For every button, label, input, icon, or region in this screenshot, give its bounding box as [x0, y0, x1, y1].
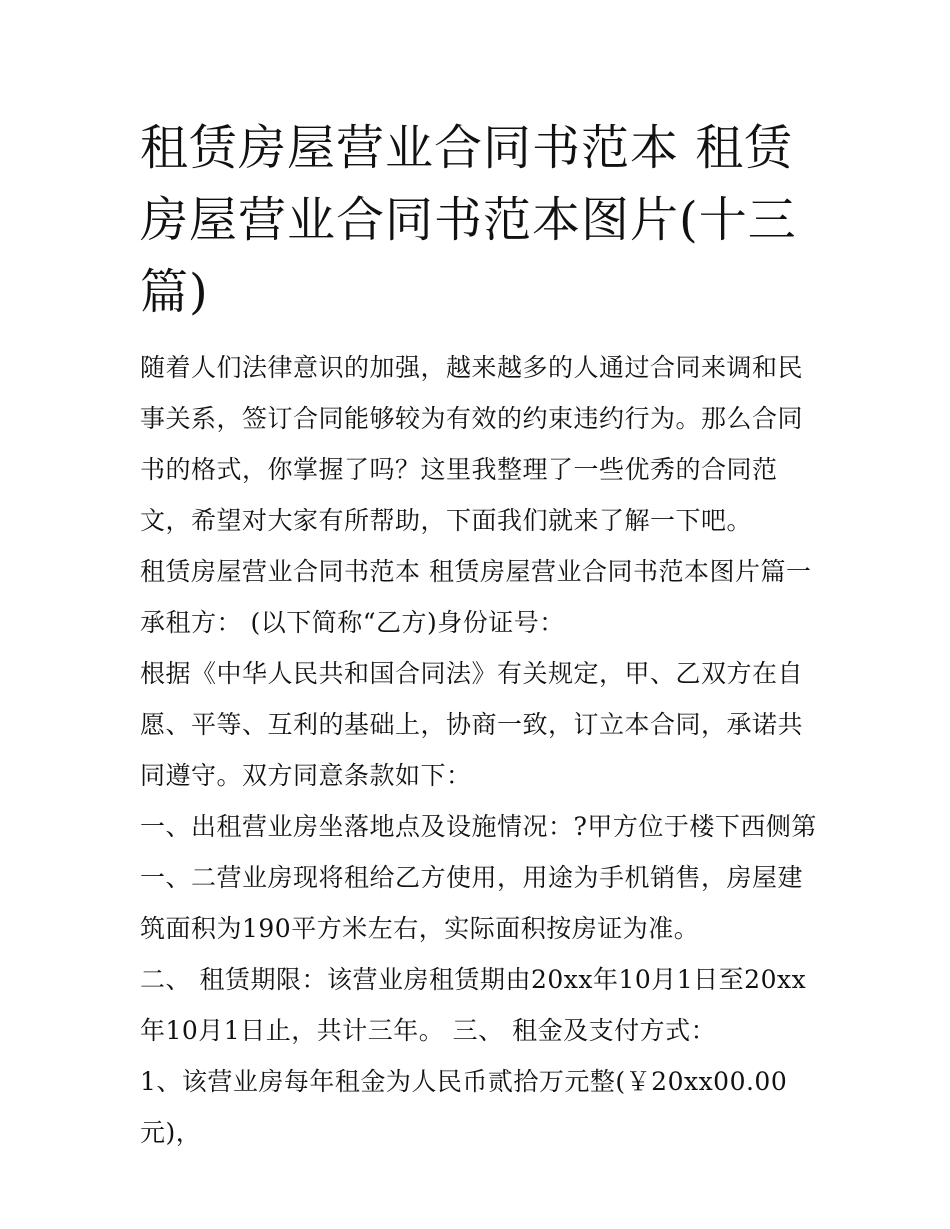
intro-paragraph: 随着人们法律意识的加强，越来越多的人通过合同来调和民事关系，签订合同能够较为有效的约束违约行为。那么合同书的格式，你掌握了吗？这里我整理了一些优秀的合同范文，希望对大家有所帮助，下面我们就来了解一下吧。	[140, 353, 804, 535]
document-body	[140, 112, 820, 1158]
document-title: 租赁房屋营业合同书范本 租赁房屋营业合同书范本图片(十三篇)	[140, 120, 797, 320]
clause-rent: 1、该营业房每年租金为人民币贰拾万元整(￥20xx00.00元)，	[140, 1067, 788, 1147]
legal-basis-paragraph: 根据《中华人民共和国合同法》有关规定，甲、乙双方在自愿、平等、互利的基础上，协商一致，订立本合同，承诺共同遵守。双方同意条款如下：	[140, 659, 804, 790]
tenant-line: 承租方： (以下简称“乙方)身份证号：	[140, 608, 565, 637]
clause-location: 一、出租营业房坐落地点及设施情况：?甲方位于楼下西侧第一、二营业房现将租给乙方使用，用途为手机销售，房屋建筑面积为190平方米左右，实际面积按房证为准。	[140, 812, 817, 943]
section-heading: 租赁房屋营业合同书范本 租赁房屋营业合同书范本图片篇一	[140, 557, 812, 586]
clause-term: 二、 租赁期限：该营业房租赁期由20xx年10月1日至20xx年10月1日止，共计三年。 三、 租金及支付方式：	[140, 965, 807, 1045]
